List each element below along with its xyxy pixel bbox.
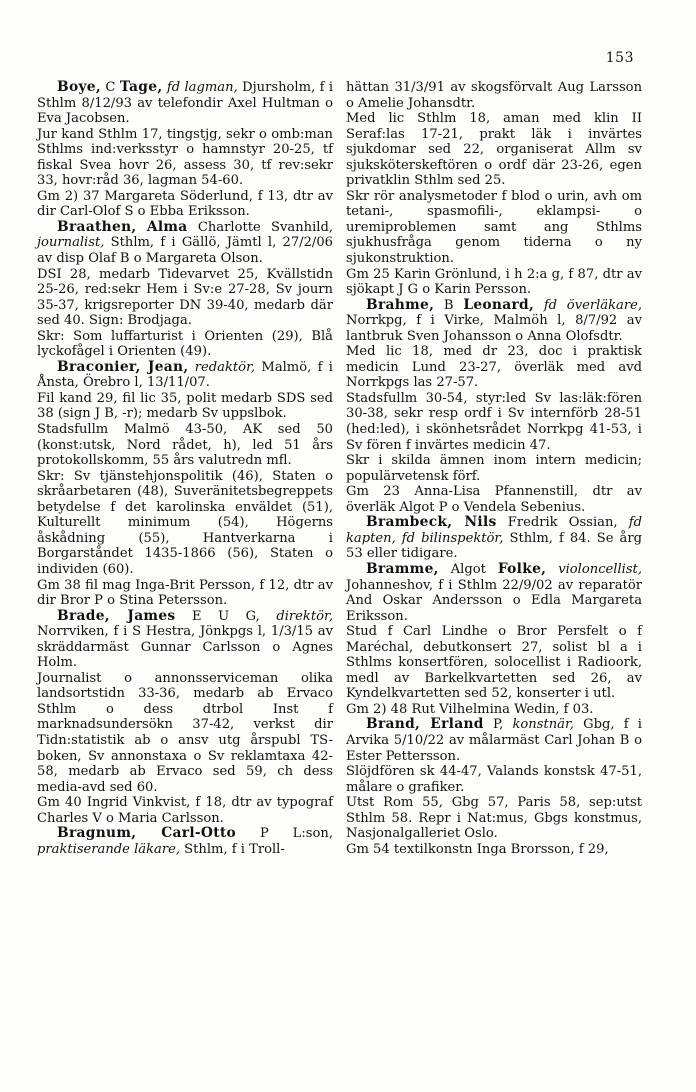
entry-paragraph: Journalist o annonsserviceman olika landsortstidn 33-36, medarb ab Ervaco Sthlm o dess dtrbol Inst f marknadsundersökn 37-42, verkst dir Tidn:statistik ab o ansv utg årspubl TS-boken, Sv annonstaxa o Sv reklamtaxa 42-58, medarb ab Ervaco sed 59, ch dess media-avd sed 60. [37, 670, 333, 795]
entry-paragraph: Gm 54 textilkonstn Inga Brorsson, f 29, [346, 841, 609, 857]
entry-given-names: P L:son, [236, 826, 333, 842]
entry-first-paragraph [37, 220, 333, 267]
entry-surname: Bragnum, Carl-Otto [57, 825, 237, 842]
entry-surname: Brade, James [57, 607, 176, 624]
entry-paragraph: Utst Rom 55, Gbg 57, Paris 58, sep:utst Sthlm 58. Repr i Nat:mus, Gbgs konstmus, Nasjonalgalleriet Oslo. [346, 795, 642, 842]
entry-title: fd kapten, fd bilinspektör, [346, 515, 642, 546]
entry-paragraph: Skr: Sv tjänstehjonspolitik (46), Staten o skråarbetaren (48), Suveränitetsbegreppets betydelse f det karolinska enväldet (51), Kulturellt minimum (54), Högerns åskådning (55), Hantverkarna i Borgarståndet 1435-1866 (56), Staten o individen (60). [37, 468, 333, 577]
entry-title: journalist, [37, 235, 105, 251]
entry-surname: Brambeck, Nils [366, 514, 497, 531]
entry-callname: Folke, [497, 560, 547, 577]
entry-paragraph: Gm 2) 37 Margareta Söderlund, f 13, dtr av dir Carl-Olof S o Ebba Eriksson. [37, 188, 333, 220]
entry-first-paragraph [346, 515, 642, 562]
page-number: 153 [605, 50, 634, 66]
entry-given-names: C [100, 80, 120, 95]
entry-title: violoncellist, [546, 561, 642, 577]
entry-paragraph: Stud f Carl Lindhe o Bror Persfelt o f Maréchal, debutkonsert 27, solist bl a i Sthlms konsertfören, solocellist i Radioork, medl av Barkelkvartetten sed 26, av Kyndelkvartetten sed 52, konserter i utl. [346, 624, 642, 702]
entry-text: Djursholm, f i Sthlm 8/12/93 av telefondir Axel Hultman o Eva Jacobsen. [37, 80, 334, 127]
entry-title: fd överläkare, [534, 297, 643, 313]
biography-entry [346, 298, 642, 516]
entry-callname: Tage, [119, 79, 163, 95]
left-column [37, 80, 333, 857]
entry-paragraph: Gm 25 Karin Grönlund, i h 2:a g, f 87, dtr av sjökapt J G o Karin Persson. [346, 266, 642, 298]
entry-given-names: P, [483, 717, 513, 733]
entry-given-names-rest: Charlotte Svanhild, [187, 219, 333, 235]
entry-first-paragraph [346, 562, 642, 624]
entry-paragraph: DSI 28, medarb Tidevarvet 25, Kvällstidn 25-26, red:sekr Hem i Sv:e 27-28, Sv journ 35-37, krigsreporter DN 39-40, medarb där sed 40. Sign: Brodjaga. [37, 266, 333, 329]
entry-paragraph: Gm 38 fil mag Inga-Brit Persson, f 12, dtr av dir Bror P o Stina Petersson. [37, 577, 333, 609]
entry-given-names: E U G, [175, 608, 277, 624]
biography-entry [346, 562, 642, 717]
entry-title: redaktör, [188, 359, 256, 375]
entry-paragraph: Gm 2) 48 Rut Vilhelmina Wedin, f 03. [346, 701, 594, 717]
entry-paragraph: Slöjdfören sk 44-47, Valands konstsk 47-51, målare o grafiker. [346, 764, 642, 795]
entry-first-paragraph [37, 360, 333, 391]
entry-text: Gbg, f i Arvika 5/10/22 av målarmäst Carl Johan B o Ester Pettersson. [346, 717, 642, 764]
entry-first-paragraph [346, 80, 642, 111]
entry-title: konstnär, [512, 717, 574, 733]
biography-entry [37, 220, 333, 360]
entry-first-paragraph [37, 826, 333, 857]
entry-paragraph: Stadsfullm Malmö 43-50, AK sed 50 (konst:utsk, Nord rådet, h), led 51 års protokollskomm, 55 års valutredn mfl. [37, 422, 333, 469]
entry-first-paragraph [346, 717, 642, 764]
entry-paragraph: Skr: Som luffarturist i Orienten (29), Blå lyckofågel i Orienten (49). [37, 328, 333, 360]
biography-entry [37, 80, 333, 220]
entry-text: Norrviken, f i S Hestra, Jönkpgs l, 1/3/15 av skräddarmäst Gunnar Carlsson o Agnes Holm. [37, 624, 333, 671]
entry-surname: Brand, Erland [366, 716, 484, 733]
entry-given-names: B [434, 297, 464, 313]
entry-text: Sthlm, f 84. Se årg 53 eller tidigare. [346, 530, 642, 562]
entry-paragraph: Fil kand 29, fil lic 35, polit medarb SDS sed 38 (sign J B, -r); medarb Sv uppslbok. [37, 390, 333, 422]
entry-given-names: Fredrik Ossian, [496, 515, 629, 531]
entry-paragraph: Med lic 18, med dr 23, doc i praktisk medicin Lund 23-27, överläk med avd Norrkpgs las 27-57. [346, 344, 642, 391]
entry-surname: Boye, [57, 79, 101, 95]
entry-text: Sthlm, f i Troll- [184, 841, 285, 857]
right-column [346, 80, 642, 857]
entry-text: Norrkpg, f i Virke, Malmöh l, 8/7/92 av lantbruk Sven Johansson o Anna Olofsdtr. [346, 313, 642, 344]
biography-entry [346, 80, 642, 298]
entry-given-names: Algot [438, 561, 498, 577]
entry-paragraph: Med lic Sthlm 18, aman med klin II Seraf:las 17-21, prakt läk i invärtes sjukdomar sed 22, organiserat Allm sv sjuksköterskeftören o ordf där 23-26, egen privatklin Sthlm sed 25. [346, 111, 642, 189]
entry-surname: Brahme, [366, 296, 435, 313]
entry-first-paragraph [37, 609, 333, 671]
entry-surname: Braconier, Jean, [57, 358, 189, 375]
biography-entry [346, 717, 642, 857]
entry-paragraph: Stadsfullm 30-54, styr:led Sv las:läk:fören 30-38, sekr resp ordf i Sv internförb 28-51 (hed:led), i skönhetsrådet Norrkpg 41-53, i Sv fören f invärtes medicin 47. [346, 390, 642, 453]
entry-surname: Bramme, [366, 560, 439, 577]
biography-entry [37, 360, 333, 609]
biography-entry [346, 515, 642, 562]
biography-entry [37, 609, 333, 827]
entry-paragraph: Gm 23 Anna-Lisa Pfannenstill, dtr av överläk Algot P o Vendela Sebenius. [346, 484, 642, 515]
entry-text: hättan 31/3/91 av skogsförvalt Aug Larsson o Amelie Johansdtr. [346, 80, 642, 111]
entry-title: direktör, [276, 608, 333, 624]
entry-callname: Alma [146, 218, 188, 235]
entry-paragraph: Gm 40 Ingrid Vinkvist, f 18, dtr av typograf Charles V o Maria Carlsson. [37, 795, 333, 826]
entry-text: Malmö, f i Ånsta, Örebro l, 13/11/07. [37, 359, 333, 391]
entry-title: fd lagman, [162, 80, 238, 95]
biography-entry [37, 826, 333, 857]
entry-title: praktiserande läkare, [37, 841, 180, 857]
entry-surname: Braathen, [57, 218, 137, 235]
entry-first-paragraph [37, 80, 333, 127]
entry-first-paragraph [346, 298, 642, 345]
entry-text: Sthlm, f i Gällö, Jämtl l, 27/2/06 av disp Olaf B o Margareta Olson. [37, 235, 333, 267]
entry-callname: Leonard, [463, 296, 535, 313]
entry-given-names [137, 220, 147, 235]
entry-text: Johanneshov, f i Sthlm 22/9/02 av reparatör And Oskar Andersson o Edla Margareta Eriksson. [346, 577, 642, 624]
entry-paragraph: Skr i skilda ämnen inom intern medicin; populärvetensk förf. [346, 453, 642, 484]
entry-paragraph: Skr rör analysmetoder f blod o urin, avh om tetani-, spasmofili-, eklampsi- o uremiproblemen samt ang Sthlms sjukhusfråga genom tiderna o ny sjukonstruktion. [346, 188, 642, 267]
entry-paragraph: Jur kand Sthlm 17, tingstjg, sekr o omb:man Sthlms ind:verksstyr o hamnstyr 20-25, tf fiskal Svea hovr 26, assess 30, tf rev:sekr 33, hovr:råd 36, lagman 54-60. [37, 126, 333, 189]
